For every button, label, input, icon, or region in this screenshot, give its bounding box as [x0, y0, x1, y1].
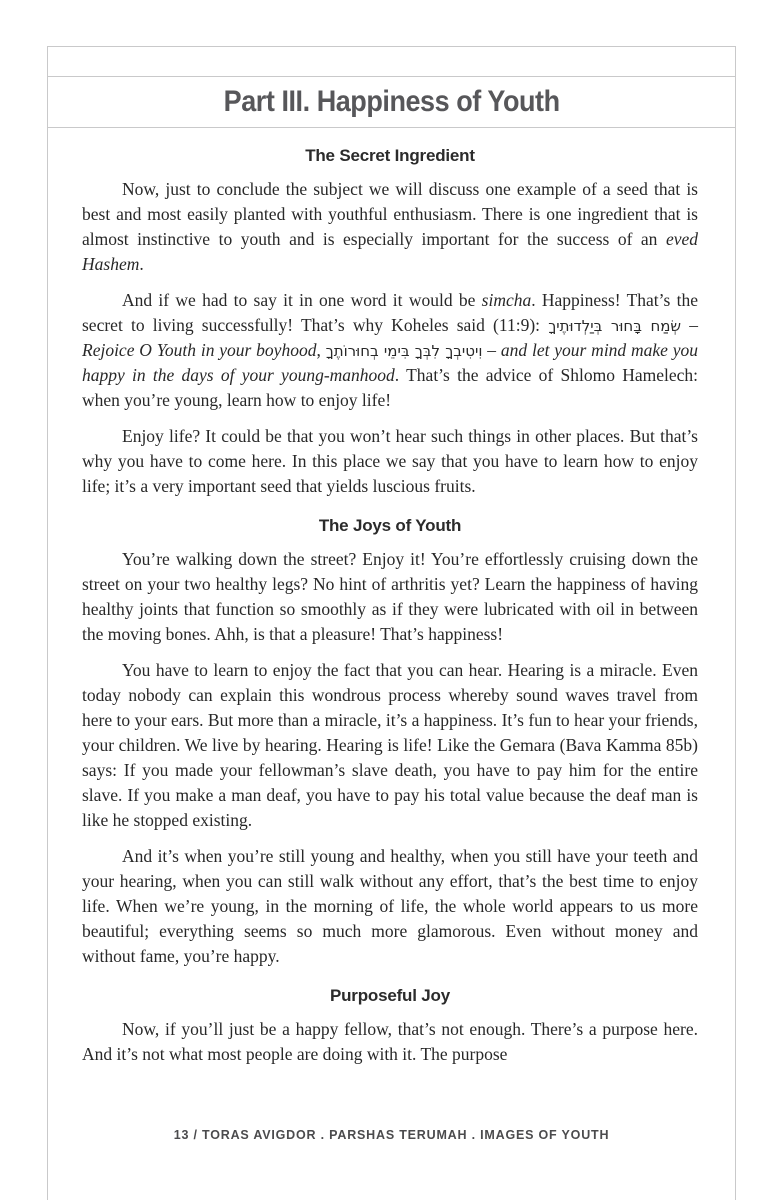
text-run: –: [681, 315, 698, 335]
section-paragraphs: [82, 177, 698, 499]
section-secret-ingredient: [82, 146, 698, 499]
section-heading: Purposeful Joy: [329, 986, 450, 1005]
text-run: . That’s the advice of Shlomo Hamelech: when you’re young, learn how to enjoy life!: [82, 365, 698, 410]
italic-text: simcha: [481, 290, 532, 310]
section-joys-of-youth: [82, 516, 698, 969]
italic-text: eved Hashem: [82, 229, 698, 274]
title-bar: [48, 77, 735, 128]
section-purposeful-joy: [82, 986, 698, 1067]
text-run: You have to learn to enjoy the fact that you can hear. Hearing is a miracle. Even today nobody can explain this wondrous process whereby sound waves travel from here to your ears. But more than a miracle, it’s a happiness. It’s fun to hear your friends, your children. We live by hearing. Hearing is life! Like the Gemara (Bava Kamma 85b) says: If you made your fellowman’s slave death, you have to pay him for the entire slave. If you make a man deaf, you have to pay his total value because the deaf man is like he stopped existing.: [82, 660, 698, 830]
text-run: . Happiness! That’s the secret to living successfully! That’s why Koheles said (11:9):: [82, 290, 698, 335]
paragraph: [82, 288, 698, 413]
paragraph: [82, 1017, 698, 1067]
text-run: Enjoy life? It could be that you won’t hear such things in other places. But that’s why you have to come here. In this place we say that you have to learn how to enjoy life; it’s a very important seed that yields luscious fruits.: [82, 426, 698, 496]
header-strip: [48, 47, 735, 77]
text-run: You’re walking down the street? Enjoy it! You’re effortlessly cruising down the street on your two healthy legs? No hint of arthritis yet? Learn the happiness of having healthy joints that function so smoothly as if they were lubricated with oil in between the moving bones. Ahh, is that a pleasure! That’s happiness!: [82, 549, 698, 644]
article-body: [48, 128, 735, 1067]
text-run: And if we had to say it in one word it would be: [122, 290, 482, 310]
hebrew-text: וִיטִיבְךָ לִבְּךָ בִּימֵי בְחוּרוֹתֶךָ: [325, 342, 483, 360]
italic-text: Rejoice O Youth in your boyhood: [82, 340, 317, 360]
section-heading: The Joys of Youth: [318, 516, 462, 535]
section-heading: The Secret Ingredient: [305, 146, 475, 165]
hebrew-text: שְׂמַח בָּחוּר בְּיַלְדוּתֶיךָ: [548, 317, 682, 335]
paragraph: [82, 424, 698, 499]
page-footer: 13 / TORAS AVIGDOR . PARSHAS TERUMAH . IMAGES OF YOUTH: [173, 1128, 610, 1142]
page-title: Part III. Happiness of Youth: [223, 85, 560, 118]
page-frame: [47, 46, 736, 1200]
text-run: Now, just to conclude the subject we will discuss one example of a seed that is best and most easily planted with youthful enthusiasm. There is one ingredient that is almost instinctive to youth and is especially important for the success of an: [82, 179, 698, 249]
text-run: Now, if you’ll just be a happy fellow, that’s not enough. There’s a purpose here. And it’s not what most people are doing with it. The purpose: [82, 1019, 698, 1064]
section-paragraphs: [82, 1017, 698, 1067]
paragraph: [82, 658, 698, 833]
paragraph: [82, 547, 698, 647]
italic-text: and let your mind make you happy in the days of your young-manhood: [82, 340, 699, 385]
paragraph: [82, 844, 698, 969]
text-run: And it’s when you’re still young and healthy, when you still have your teeth and your hearing, when you can still walk without any effort, that’s the best time to enjoy life. When we’re young, in the morning of life, the whole world appears to us more beautiful; everything seems so much more glamorous. Even without money and without fame, you’re happy.: [82, 846, 698, 966]
text-run: .: [139, 254, 144, 274]
text-run: –: [482, 340, 501, 360]
paragraph: [82, 177, 698, 277]
text-run: ,: [316, 340, 326, 360]
section-paragraphs: [82, 547, 698, 969]
